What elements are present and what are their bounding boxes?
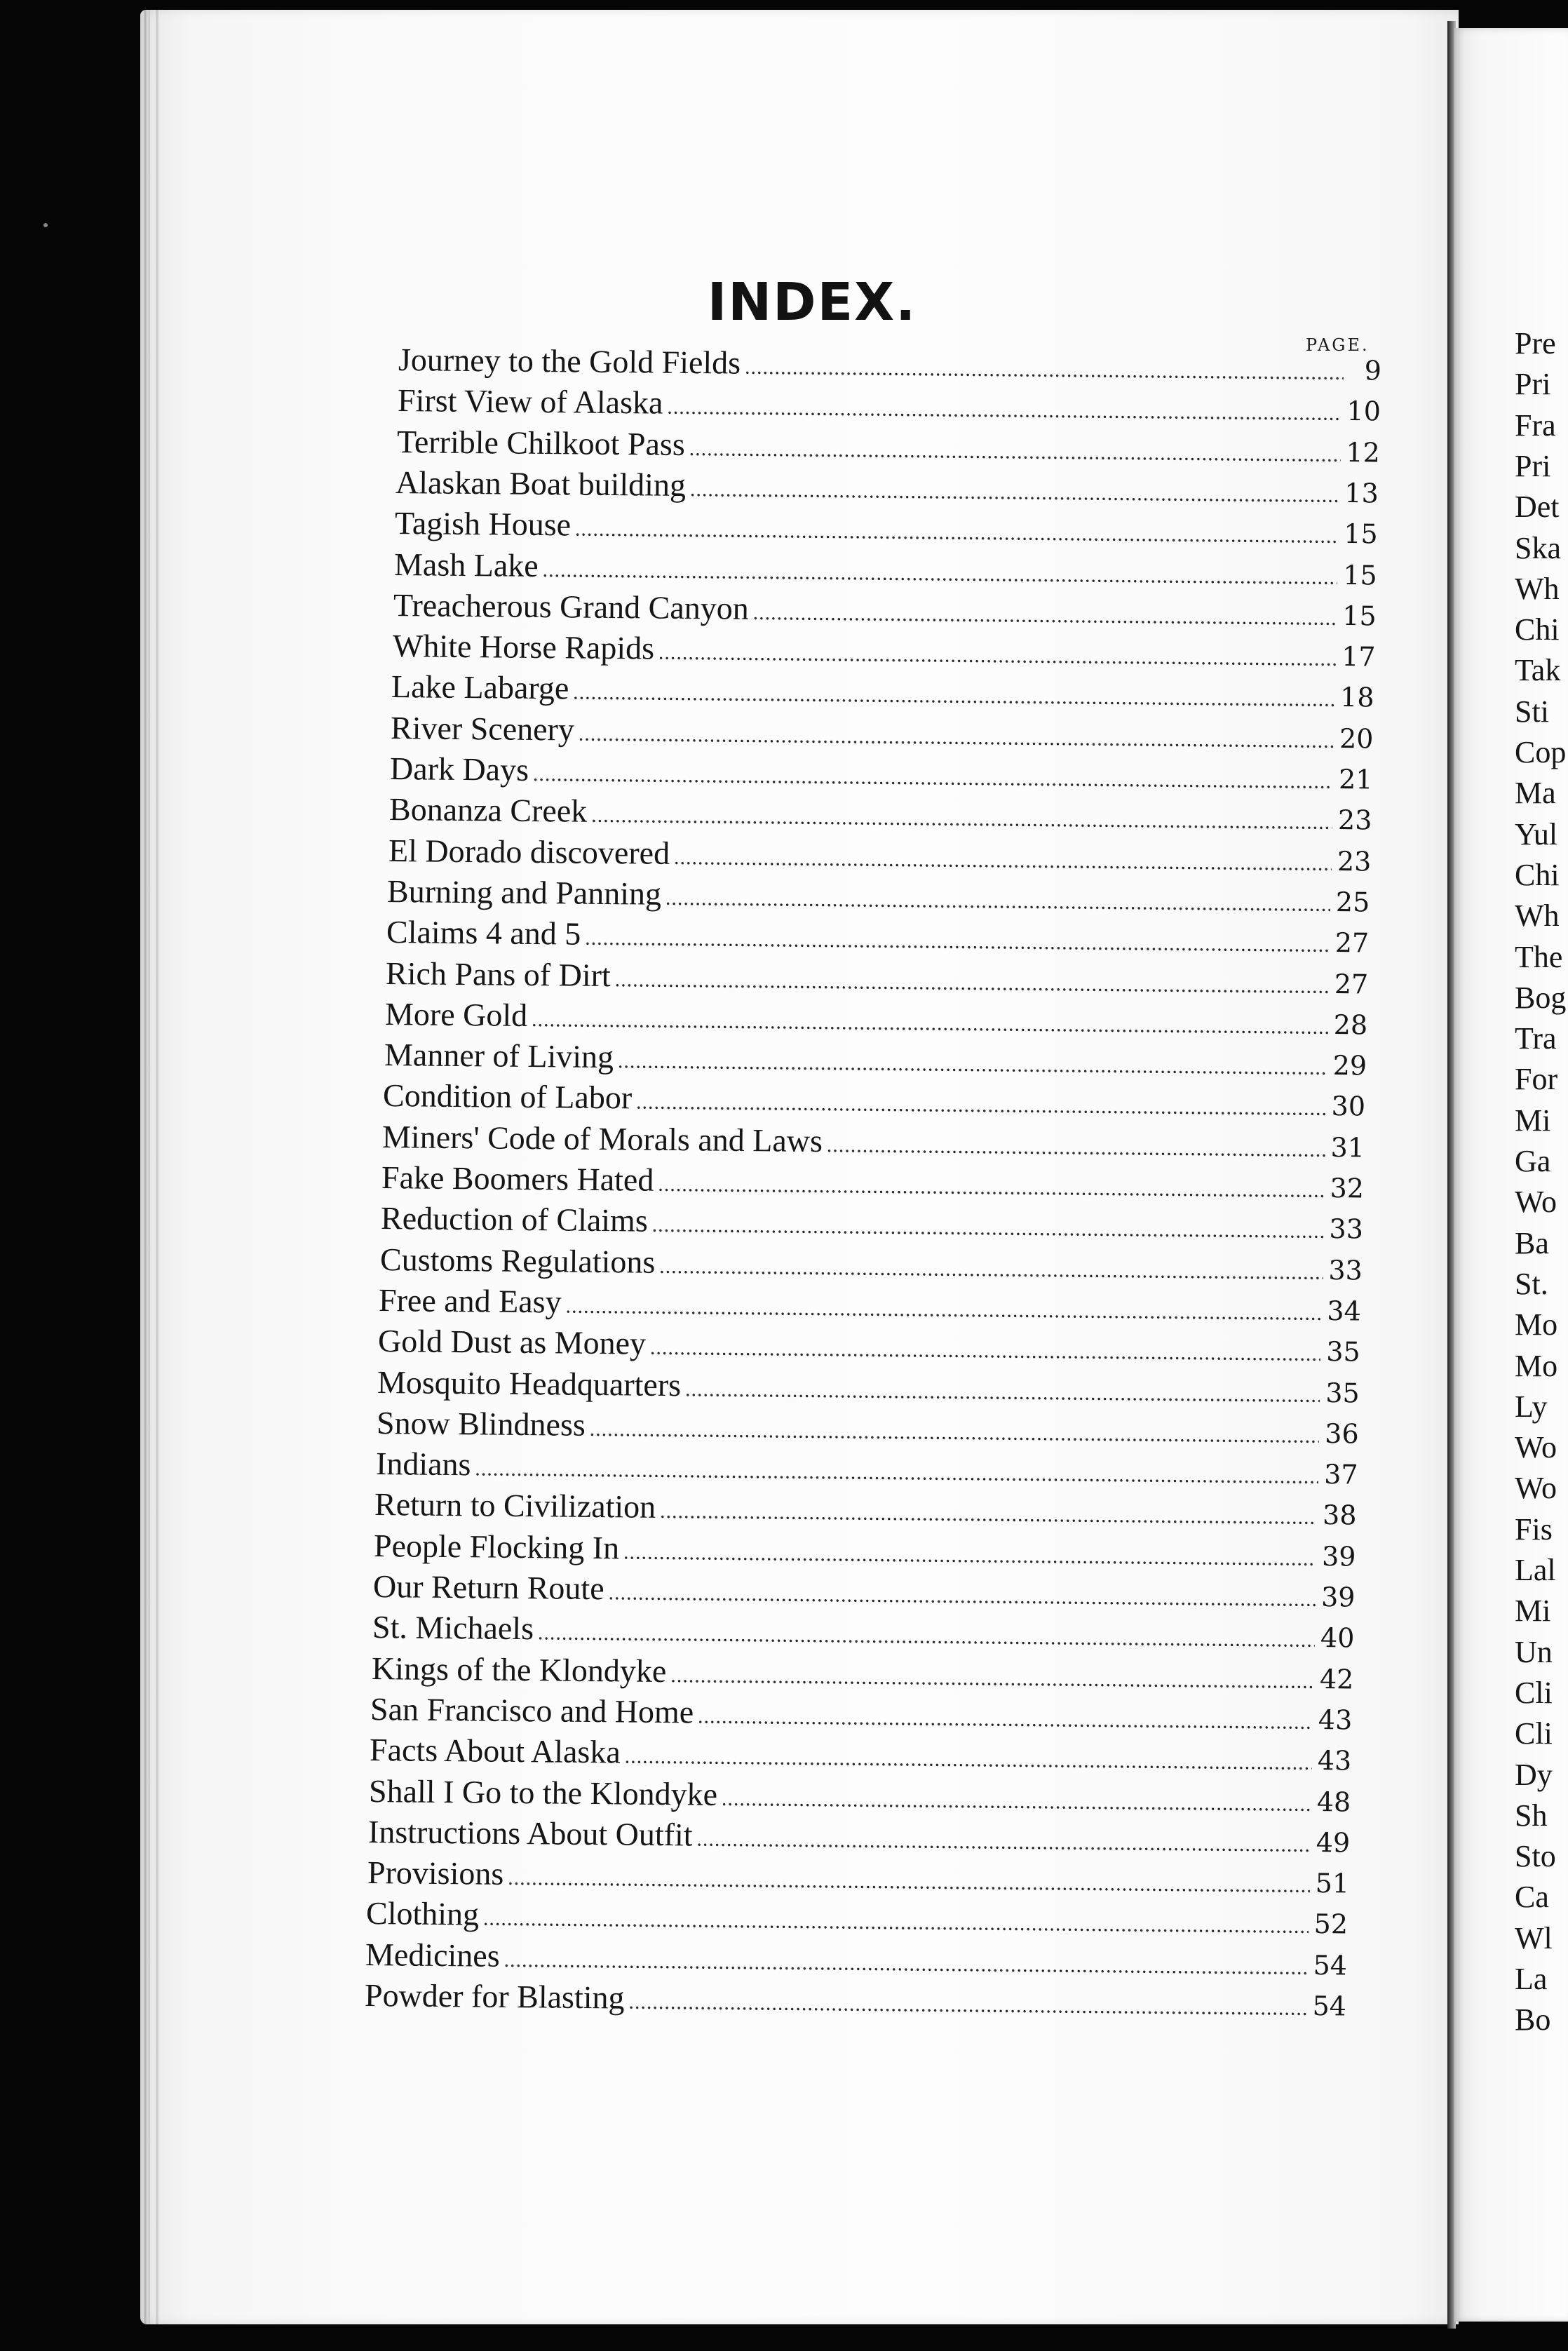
right-page-entry-fragment: Pri	[1515, 367, 1551, 402]
index-entry-page: 20	[1339, 722, 1374, 755]
right-page-entry-fragment: Lal	[1515, 1553, 1556, 1587]
right-page-entry-fragment: Ga	[1515, 1144, 1551, 1178]
dot-leader	[670, 1664, 1314, 1694]
index-entry-label: Mosquito Headquarters	[377, 1363, 682, 1403]
index-entry-page: 10	[1346, 396, 1381, 427]
dot-leader	[696, 1827, 1311, 1857]
dot-leader	[658, 1173, 1325, 1203]
index-entry-label: San Francisco and Home	[370, 1690, 694, 1730]
index-entry-label: People Flocking In	[373, 1527, 620, 1566]
index-entry-page: 34	[1327, 1295, 1362, 1327]
dot-leader	[585, 927, 1330, 957]
index-entry-label: Instructions About Outfit	[367, 1813, 693, 1853]
index-entry-label: Medicines	[365, 1936, 501, 1974]
dot-leader	[722, 1786, 1311, 1816]
right-page-entry-fragment: Fis	[1515, 1511, 1553, 1547]
index-entry-page: 33	[1329, 1213, 1363, 1245]
right-page-entry-fragment: Pri	[1515, 448, 1551, 483]
index-entry-page: 43	[1318, 1704, 1353, 1736]
index-entry-label: St. Michaels	[372, 1609, 534, 1647]
dot-leader	[651, 1213, 1323, 1244]
index-entry-page: 49	[1316, 1826, 1351, 1859]
index-entry-label: Bonanza Creek	[388, 791, 588, 830]
dot-leader	[667, 396, 1341, 426]
dot-leader	[673, 846, 1331, 876]
right-page-entry-fragment: Wh	[1515, 898, 1560, 934]
index-entry-page: 15	[1344, 518, 1379, 550]
index-entry-label: First View of Alaska	[397, 382, 663, 421]
right-page-entry-fragments	[1515, 325, 1568, 2057]
index-entry-page: 51	[1315, 1868, 1349, 1899]
index-entry-label: Burning and Panning	[387, 873, 662, 912]
index-entry-label: Miners' Code of Morals and Laws	[381, 1118, 823, 1159]
dot-leader	[614, 968, 1328, 999]
index-entry-label: Terrible Chilkoot Pass	[396, 423, 685, 462]
index-entry-page: 29	[1332, 1050, 1367, 1082]
index-entry-label: More Gold	[384, 995, 528, 1033]
dust-speck	[43, 223, 48, 227]
right-page-entry-fragment: Mo	[1515, 1307, 1558, 1342]
right-page-entry-fragment: Sto	[1515, 1839, 1556, 1874]
index-entry-page: 54	[1313, 1949, 1348, 1981]
index-entry-label: Kings of the Klondyke	[371, 1650, 667, 1689]
right-page-entry-fragment: Det	[1515, 490, 1560, 525]
dot-leader	[650, 1336, 1321, 1366]
index-entry-label: Return to Civilization	[374, 1486, 656, 1525]
right-page-entry-fragment: Un	[1515, 1634, 1553, 1669]
right-page-entry-fragment: Cop	[1515, 735, 1567, 769]
index-entry-page: 36	[1324, 1417, 1359, 1450]
index-entry-page: 35	[1325, 1377, 1360, 1408]
right-page-entry-fragment: Ska	[1515, 530, 1561, 565]
index-entry-page: 52	[1313, 1908, 1349, 1940]
dot-leader	[589, 1417, 1319, 1448]
right-page-entry-fragment: Cli	[1515, 1675, 1553, 1710]
dot-leader	[542, 558, 1337, 590]
right-page-entry-fragment: Ly	[1515, 1389, 1548, 1424]
index-entry-label: Dark Days	[389, 750, 529, 788]
index-entry-label: Powder for Blasting	[364, 1977, 625, 2016]
right-page-entry-fragment: Mi	[1515, 1594, 1551, 1629]
index-entry-page: 15	[1343, 559, 1377, 591]
index-entry-label: Fake Boomers Hated	[381, 1159, 654, 1198]
right-page-entry-fragment: Cli	[1515, 1716, 1553, 1751]
dot-leader	[508, 1866, 1310, 1898]
right-page-entry-fragment: Chi	[1515, 857, 1560, 892]
index-entry-page: 9	[1364, 355, 1382, 386]
index-entry-page: 25	[1336, 886, 1370, 918]
index-entry-label: Rich Pans of Dirt	[385, 955, 611, 993]
right-page-entry-fragment: Wo	[1515, 1471, 1557, 1506]
index-entry-page: 43	[1317, 1745, 1352, 1777]
page-edge-inner	[156, 10, 158, 2324]
dot-leader	[533, 762, 1333, 794]
dot-leader	[566, 1294, 1322, 1325]
right-page-entry-fragment: Ca	[1515, 1880, 1549, 1915]
index-entry-label: Treacherous Grand Canyon	[393, 586, 749, 626]
index-entry-page: 39	[1322, 1540, 1356, 1572]
right-page-entry-fragment: Wo	[1515, 1430, 1557, 1465]
dot-leader	[698, 1704, 1313, 1734]
dot-leader	[538, 1622, 1315, 1653]
right-page-entry-fragment: St.	[1515, 1266, 1548, 1301]
dot-leader	[660, 1500, 1317, 1530]
dot-leader	[483, 1907, 1309, 1939]
dot-leader	[658, 641, 1336, 671]
index-entry-page: 37	[1323, 1459, 1358, 1490]
index-entry-page: 54	[1312, 1990, 1347, 2022]
index-entry-label: Shall I Go to the Klondyke	[368, 1772, 718, 1812]
right-page-entry-fragment: Ma	[1515, 776, 1556, 811]
right-page-entry-fragment: For	[1515, 1062, 1558, 1097]
dot-leader	[573, 681, 1334, 712]
index-entry-page: 48	[1316, 1786, 1351, 1817]
dot-leader	[575, 518, 1339, 548]
dot-leader	[827, 1133, 1325, 1162]
index-entry-page: 21	[1338, 763, 1373, 795]
index-entry-page: 17	[1341, 641, 1376, 673]
index-entry-label: Snow Blindness	[376, 1404, 586, 1443]
right-page-entry-fragment: Sh	[1515, 1798, 1548, 1833]
index-entry-page: 40	[1320, 1622, 1355, 1654]
index-entry-page: 35	[1326, 1336, 1361, 1368]
index-title: INDEX.	[707, 272, 917, 332]
index-entry-label: Journey to the Gold Fields	[398, 342, 741, 381]
index-entry-page: 28	[1333, 1009, 1368, 1041]
index-entry-label: Condition of Labor	[383, 1077, 633, 1116]
page-column-header: PAGE.	[1306, 335, 1370, 355]
dot-leader	[617, 1049, 1327, 1080]
dot-leader	[665, 887, 1330, 917]
index-entry-page: 12	[1345, 436, 1380, 469]
dot-leader	[579, 722, 1334, 753]
dot-leader	[504, 1948, 1308, 1980]
dot-leader	[690, 478, 1339, 508]
right-page-entry-fragment: Wo	[1515, 1185, 1557, 1220]
dot-leader	[623, 1540, 1316, 1570]
index-entry-label: Gold Dust as Money	[377, 1323, 647, 1361]
right-page-entry-fragment: Sti	[1515, 694, 1549, 729]
right-page-entry-fragment: Tak	[1515, 653, 1561, 688]
index-entry-page: 18	[1340, 682, 1375, 713]
dot-leader	[685, 1377, 1320, 1408]
dot-leader	[752, 601, 1337, 631]
index-entry-page: 13	[1344, 477, 1379, 509]
index-entry-label: Clothing	[366, 1895, 480, 1932]
right-page-entry-fragment: Dy	[1515, 1757, 1553, 1792]
dot-leader	[475, 1457, 1318, 1489]
index-entry-page: 23	[1337, 804, 1372, 836]
index-entry-label: Tagish House	[394, 505, 572, 543]
index-entry-label: River Scenery	[390, 709, 575, 748]
right-page-entry-fragment: Bo	[1515, 2002, 1551, 2037]
index-entry-label: Mash Lake	[393, 546, 539, 584]
right-page-entry-fragment: Tra	[1515, 1021, 1557, 1056]
index-entry-page: 15	[1341, 600, 1377, 632]
index-entry-label: Alaskan Boat building	[396, 464, 687, 503]
index-entry-label: Free and Easy	[379, 1281, 562, 1320]
index-entry-label: Facts About Alaska	[369, 1732, 621, 1770]
index-entry-label: Claims 4 and 5	[386, 914, 581, 952]
dot-leader	[636, 1091, 1326, 1121]
page-edge	[144, 10, 150, 2324]
dot-leader	[659, 1254, 1323, 1284]
right-page-entry-fragment: Yul	[1515, 816, 1558, 851]
dot-leader	[591, 804, 1332, 835]
index-entry-label: White Horse Rapids	[392, 628, 654, 666]
index-entry-label: Manner of Living	[384, 1037, 614, 1075]
index-entry-label: Indians	[375, 1446, 471, 1483]
index-entry-label: El Dorado discovered	[388, 832, 670, 871]
index-entry-label: Our Return Route	[372, 1568, 604, 1607]
index-entry-page: 30	[1331, 1091, 1366, 1122]
right-page-entry-fragment: Chi	[1515, 612, 1560, 647]
dot-leader	[628, 1990, 1306, 2021]
index-entry-page: 27	[1334, 927, 1370, 959]
right-page-entry-fragment: Pre	[1515, 326, 1556, 361]
index-entry-page: 39	[1320, 1581, 1356, 1613]
index-entry-page: 33	[1327, 1254, 1363, 1286]
right-page-entry-fragment: Wl	[1515, 1920, 1553, 1955]
right-page-entry-fragment: The	[1515, 939, 1563, 974]
index-entry-page: 23	[1337, 845, 1372, 877]
index-entry-page: 42	[1319, 1663, 1354, 1695]
right-page-entry-fragment: Bog	[1515, 980, 1567, 1015]
dot-leader	[745, 356, 1344, 385]
right-page-entry-fragment: Mo	[1515, 1348, 1558, 1383]
right-page-entry-fragment: Mi	[1515, 1103, 1551, 1138]
index-entry-page: 32	[1330, 1172, 1365, 1204]
dot-leader	[625, 1745, 1312, 1775]
dot-leader	[689, 437, 1340, 467]
right-page-entry-fragment: La	[1515, 1962, 1548, 1996]
index-entry-label: Lake Labarge	[391, 668, 569, 706]
dot-leader	[532, 1008, 1328, 1039]
index-entry-label: Reduction of Claims	[380, 1200, 648, 1239]
index-entry-page: 31	[1330, 1131, 1365, 1164]
index-entry-page: 27	[1334, 968, 1369, 999]
right-page-entry-fragment: Ba	[1515, 1225, 1549, 1260]
index-entry-page: 38	[1323, 1500, 1358, 1531]
index-entry-label: Customs Regulations	[379, 1241, 656, 1280]
right-page-entry-fragment: Wh	[1515, 571, 1560, 606]
index-entry-label: Provisions	[367, 1854, 504, 1892]
dot-leader	[608, 1581, 1316, 1612]
right-page-entry-fragment: Fra	[1515, 407, 1556, 443]
